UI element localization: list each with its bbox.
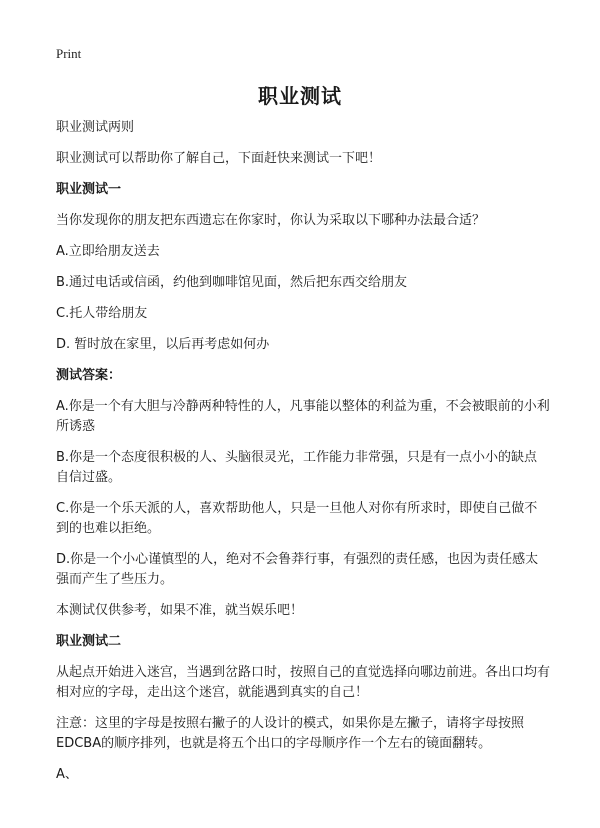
test2-first-item: A、 — [56, 767, 78, 782]
answer-a: A.你是一个有大胆与冷静两种特性的人，凡事能以整体的利益为重，不会被眼前的小利所诱惑 — [56, 399, 550, 434]
article-body — [56, 118, 550, 796]
answers-heading: 测试答案： — [56, 368, 122, 383]
answer-d: D.你是一个小心谨慎型的人，绝对不会鲁莽行事，有强烈的责任感，也因为责任感太强而产生了些压力。 — [56, 552, 539, 587]
article-subtitle: 职业测试两则 — [56, 120, 135, 135]
test1-question: 当你发现你的朋友把东西遗忘在你家时，你认为采取以下哪种办法最合适？ — [56, 213, 486, 228]
test1-option-b: B.通过电话或信函，约他到咖啡馆见面，然后把东西交给朋友 — [56, 275, 408, 290]
answer-b: B.你是一个态度很积极的人、头脑很灵光，工作能力非常强，只是有一点小小的缺点自信过盛。 — [56, 450, 538, 485]
test1-note: 本测试仅供参考，如果不准，就当娱乐吧！ — [56, 603, 304, 618]
page-title: 职业测试 — [258, 84, 342, 108]
test1-option-d: D. 暂时放在家里，以后再考虑如何办 — [56, 337, 270, 352]
print-link[interactable]: Print — [56, 46, 82, 61]
test1-option-c: C.托人带给朋友 — [56, 306, 148, 321]
test1-option-a: A.立即给朋友送去 — [56, 244, 160, 259]
answer-c: C.你是一个乐天派的人，喜欢帮助他人，只是一旦他人对你有所求时，即使自己做不到的也难以拒绝。 — [56, 501, 538, 536]
test2-heading: 职业测试二 — [56, 634, 122, 649]
test2-note: 注意：这里的字母是按照右撇子的人设计的模式，如果你是左撇子，请将字母按照EDCBA的顺序排列，也就是将五个出口的字母顺序作一个左右的镜面翻转。 — [56, 716, 525, 751]
article-intro: 职业测试可以帮助你了解自己，下面赶快来测试一下吧！ — [56, 151, 382, 166]
test2-intro: 从起点开始进入迷宫，当遇到岔路口时，按照自己的直觉选择向哪边前进。各出口均有相对应的字母，走出这个迷宫，就能遇到真实的自己！ — [56, 665, 551, 700]
test1-heading: 职业测试一 — [56, 182, 122, 197]
